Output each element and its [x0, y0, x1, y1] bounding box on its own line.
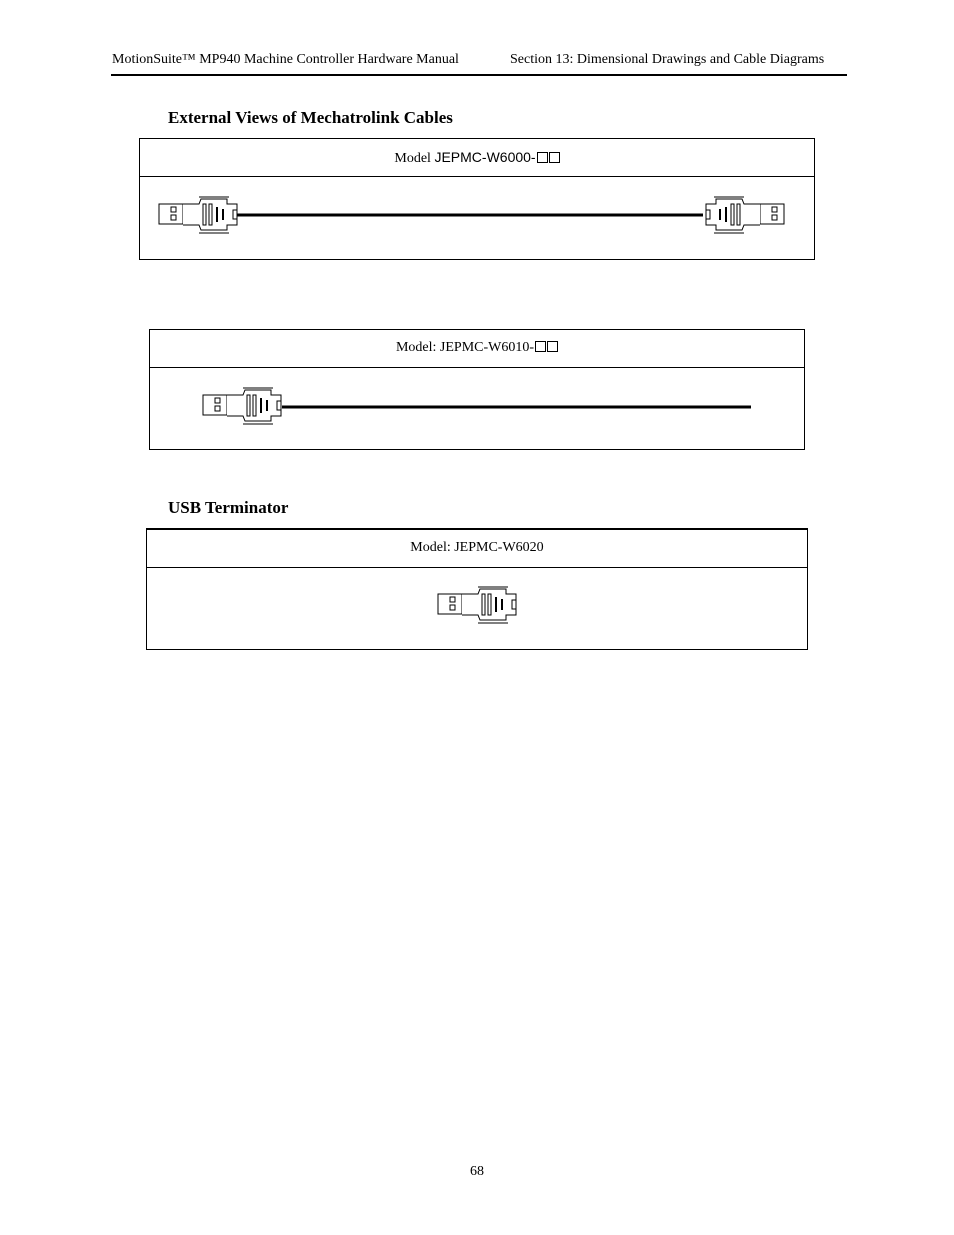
connector-right-icon [706, 197, 784, 233]
connector-left-icon [159, 197, 237, 233]
cable-w6000-drawing [140, 139, 816, 261]
cable-w6010-drawing [150, 330, 806, 451]
cable-w6000-model-code: JEPMC-W6000- [434, 149, 536, 165]
usb-terminator-heading: USB Terminator [168, 498, 289, 517]
page-number: 68 [470, 1164, 484, 1179]
cable-w6000-figure [139, 138, 815, 260]
cable-w6000-model-prefix: Model [394, 151, 431, 166]
terminator-model-label: Model: JEPMC-W6020 [410, 540, 544, 555]
cables-heading: External Views of Mechatrolink Cables [168, 108, 453, 127]
header-section-title: Section 13: Dimensional Drawings and Cable Diagrams [510, 52, 825, 67]
header-manual-title: MotionSuite™ MP940 Machine Controller Hardware Manual [112, 52, 459, 67]
header-rule [111, 74, 847, 76]
connector-left-icon [203, 388, 281, 424]
terminator-w6020-figure [146, 528, 808, 650]
cable-w6010-figure [149, 329, 805, 450]
terminator-drawing [147, 530, 809, 652]
cable-w6010-model-label: Model: JEPMC-W6010- [395, 340, 535, 355]
terminator-connector-icon [438, 587, 516, 623]
